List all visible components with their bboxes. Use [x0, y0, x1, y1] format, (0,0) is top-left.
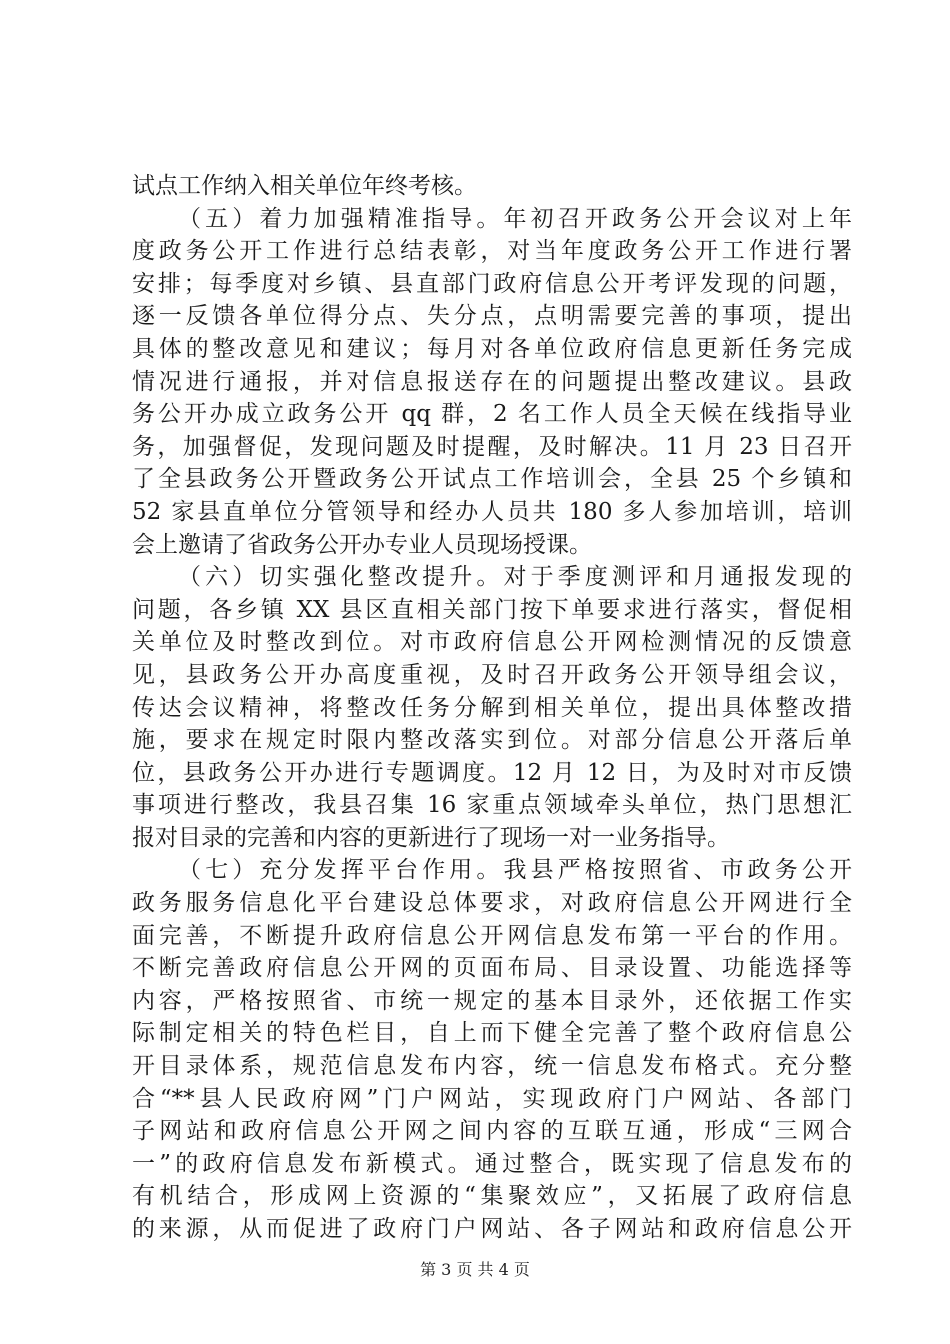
text-line: 了全县政务公开暨政务公开试点工作培训会，全县 25 个乡镇和	[132, 466, 852, 493]
text-line: 施，要求在规定时限内整改落实到位。对部分信息公开落后单	[132, 727, 852, 754]
text-line: 试点工作纳入相关单位年终考核。	[132, 173, 477, 199]
document-body	[132, 170, 852, 1246]
text-line: 合“**县人民政府网”门户网站，实现政府门户网站、各部门	[132, 1085, 852, 1112]
text-line: 52 家县直单位分管领导和经办人员共 180 多人参加培训，培训	[132, 498, 852, 525]
text-line: 面完善，不断提升政府信息公开网信息发布第一平台的作用。	[132, 922, 852, 949]
text-line: 不断完善政府信息公开网的页面布局、目录设置、功能选择等	[132, 955, 852, 982]
text-line: 安排；每季度对乡镇、县直部门政府信息公开考评发现的问题，	[132, 270, 852, 297]
text-line: 事项进行整改，我县召集 16 家重点领域牵头单位，热门思想汇	[132, 792, 852, 819]
text-line: 务，加强督促，发现问题及时提醒，及时解决。11 月 23 日召开	[132, 433, 852, 460]
page-footer: 第 3 页 共 4 页	[420, 1260, 530, 1279]
text-line: 开目录体系，规范信息发布内容，统一信息发布格式。充分整	[132, 1053, 852, 1080]
text-line: 一”的政府信息发布新模式。通过整合，既实现了信息发布的	[132, 1150, 852, 1177]
text-line: 位，县政务公开办进行专题调度。12 月 12 日，为及时对市反馈	[132, 759, 852, 786]
text-line: 情况进行通报，并对信息报送存在的问题提出整改建议。县政	[132, 368, 852, 395]
text-line: 务公开办成立政务公开 qq 群，2 名工作人员全天候在线指导业	[132, 401, 852, 428]
text-line: 的来源，从而促进了政府门户网站、各子网站和政府信息公开	[132, 1216, 852, 1242]
text-line: 具体的整改意见和建议；每月对各单位政府信息更新任务完成	[132, 335, 852, 362]
text-line: 内容，严格按照省、市统一规定的基本目录外，还依据工作实	[132, 987, 852, 1014]
text-line: 有机结合，形成网上资源的“集聚效应”，又拓展了政府信息	[132, 1183, 852, 1210]
text-line: 政务服务信息化平台建设总体要求，对政府信息公开网进行全	[132, 890, 852, 917]
text-line: 子网站和政府信息公开网之间内容的互联互通，形成“三网合	[132, 1118, 852, 1145]
text-line: 逐一反馈各单位得分点、失分点，点明需要完善的事项，提出	[132, 303, 852, 330]
text-line: 关单位及时整改到位。对市政府信息公开网检测情况的反馈意	[132, 629, 852, 656]
text-line: 问题，各乡镇 XX 县区直相关部门按下单要求进行落实，督促相	[132, 596, 852, 623]
text-line: 度政务公开工作进行总结表彰，对当年度政务公开工作进行署	[132, 238, 852, 265]
text-line: 见，县政务公开办高度重视，及时召开政务公开领导组会议，	[132, 661, 852, 688]
text-line: （五）着力加强精准指导。年初召开政务公开会议对上年	[178, 205, 852, 232]
text-line: （七）充分发挥平台作用。我县严格按照省、市政务公开	[178, 857, 852, 884]
text-line: 报对目录的完善和内容的更新进行了现场一对一业务指导。	[132, 824, 730, 851]
text-line: （六）切实强化整改提升。对于季度测评和月通报发现的	[178, 564, 852, 591]
text-line: 传达会议精神，将整改任务分解到相关单位，提出具体整改措	[132, 694, 852, 721]
text-line: 际制定相关的特色栏目，自上而下健全完善了整个政府信息公	[132, 1020, 852, 1047]
text-line: 会上邀请了省政务公开办专业人员现场授课。	[132, 531, 592, 558]
